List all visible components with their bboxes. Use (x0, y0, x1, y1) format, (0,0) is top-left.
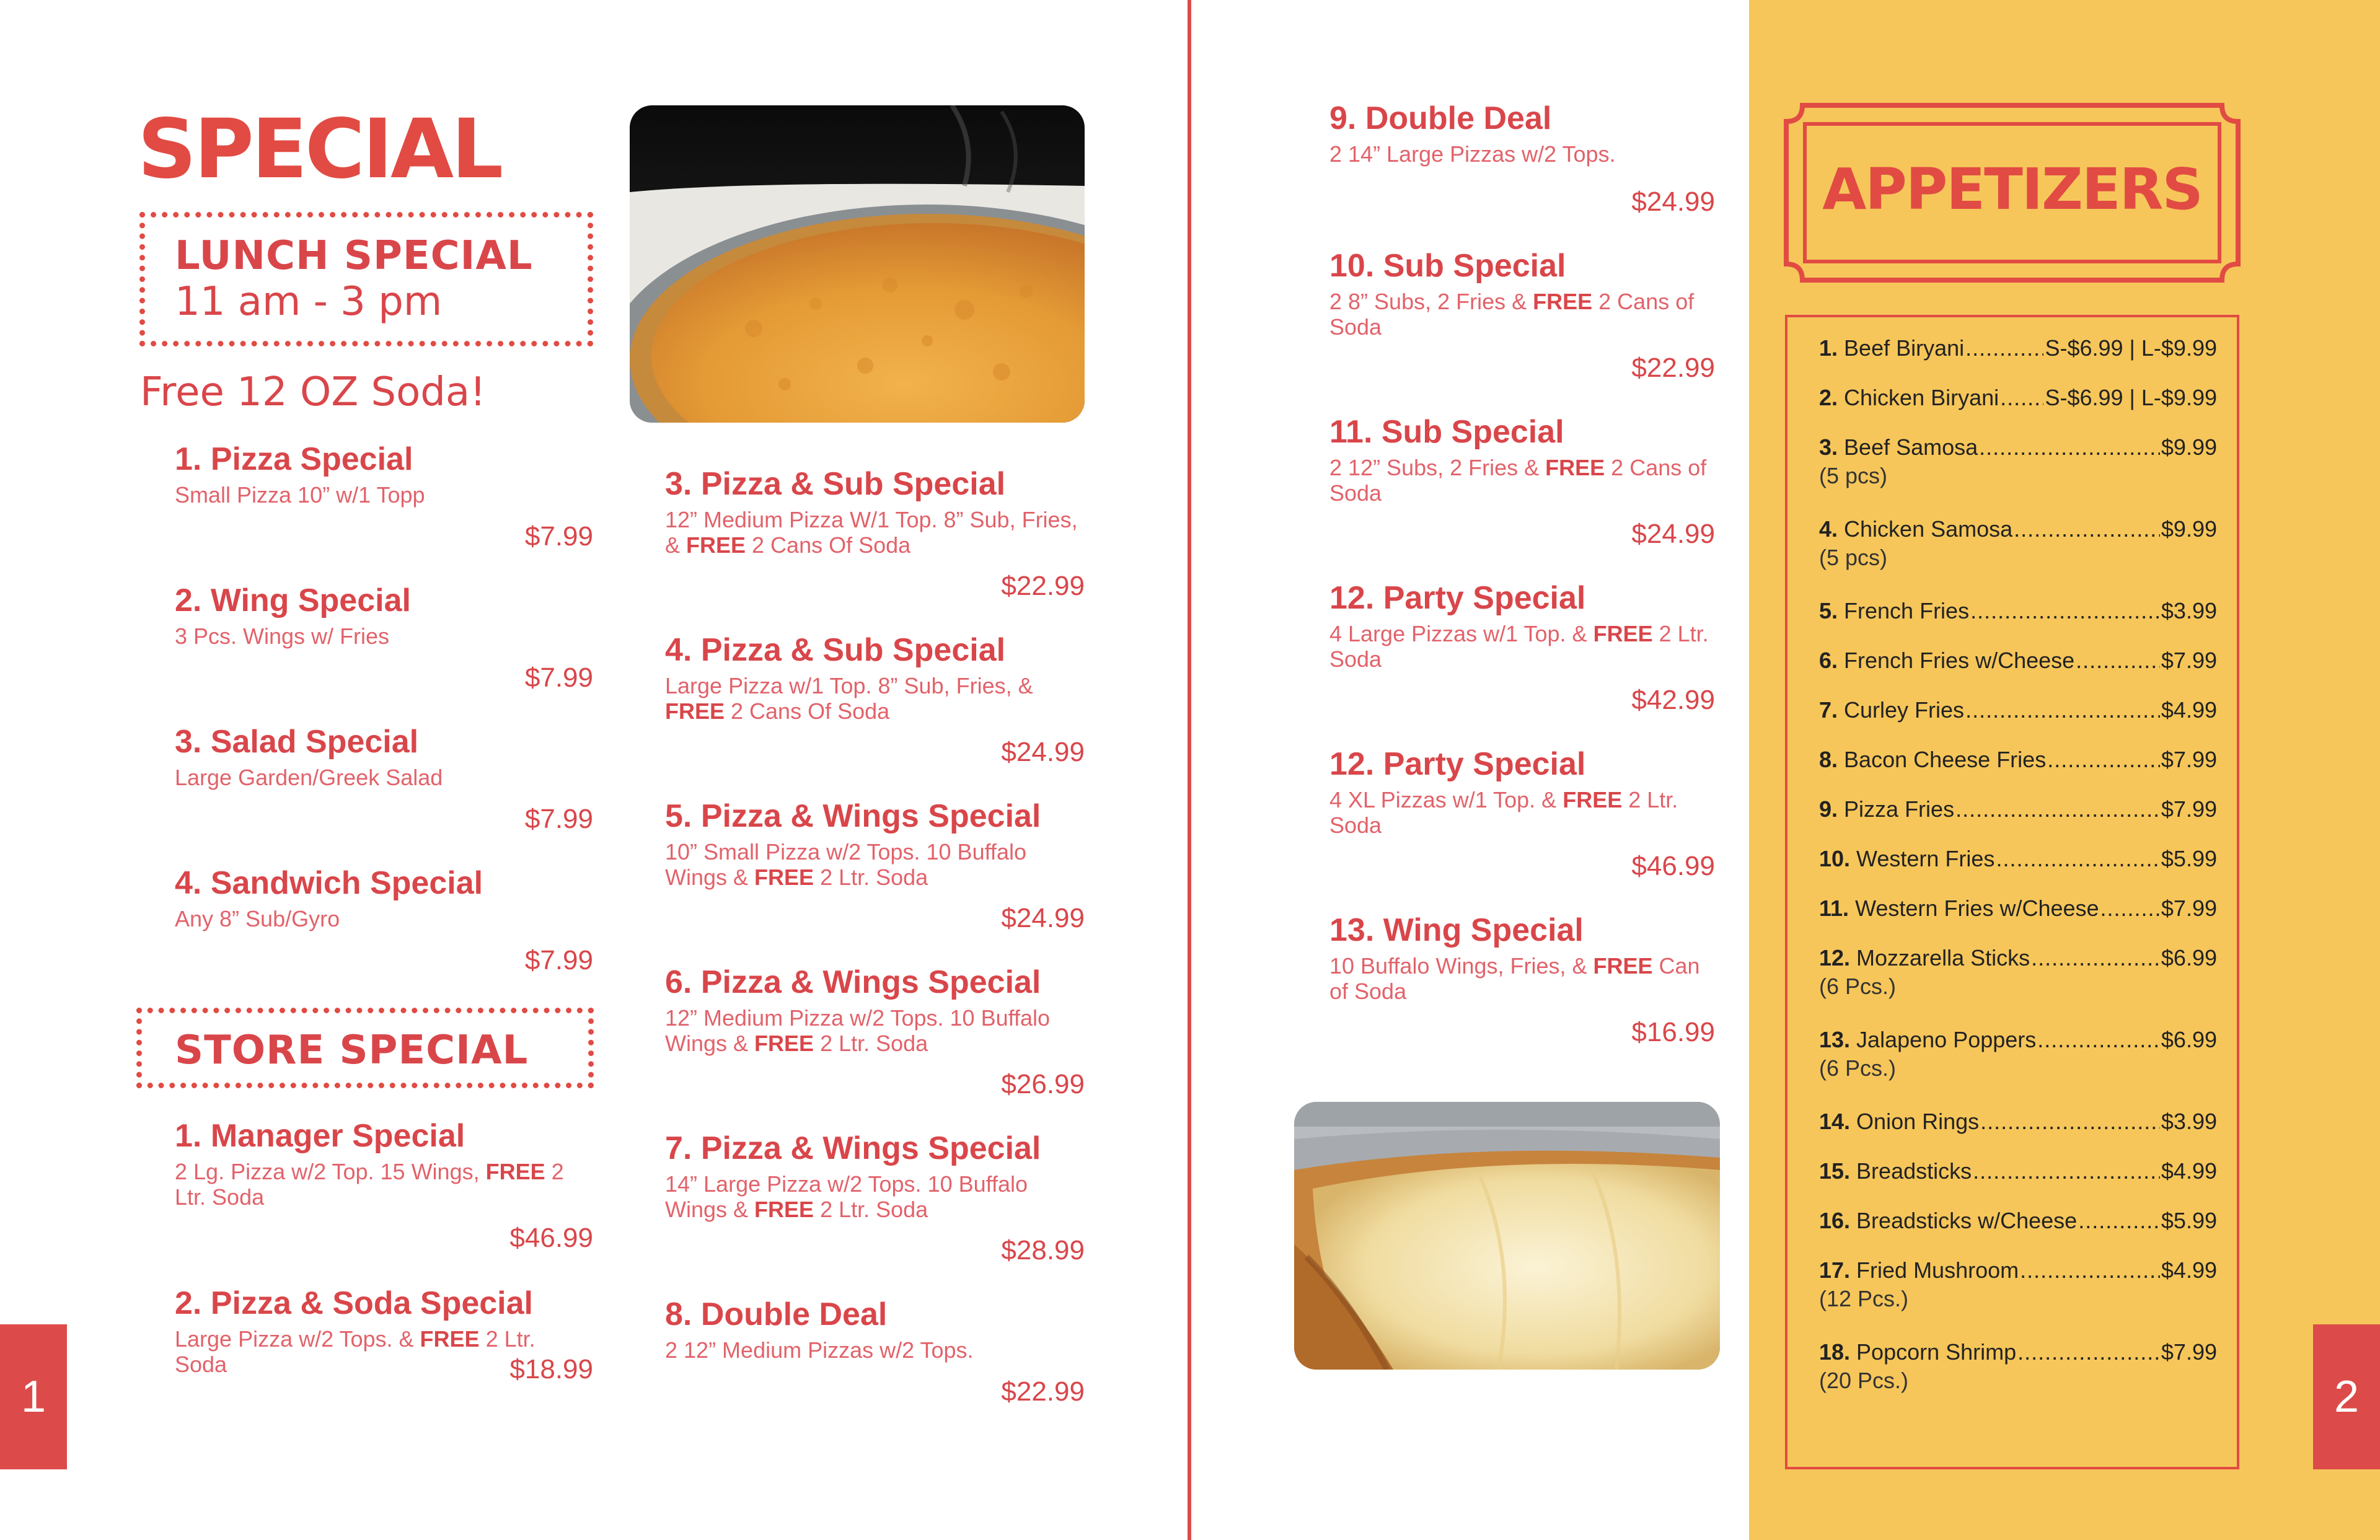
appetizer-price: $7.99 (2161, 1339, 2217, 1365)
item-name: 5. Pizza & Wings Special (665, 798, 1041, 834)
appetizer-price: $9.99 (2161, 434, 2217, 460)
appetizer-name: Western Fries w/Cheese (1855, 895, 2099, 921)
item-price: $22.99 (1001, 1376, 1085, 1407)
item-price: $7.99 (524, 945, 593, 975)
appetizer-item (1819, 1027, 2217, 1080)
free-label: FREE (1593, 953, 1653, 979)
menu-item (665, 632, 1085, 775)
appetizer-item (1819, 946, 2217, 998)
lunch-special-title: LUNCH SPECIAL (175, 233, 533, 279)
appetizer-item (1819, 336, 2217, 361)
menu-item (665, 1296, 1085, 1420)
page-divider (1188, 0, 1191, 1540)
item-name: 12. Party Special (1329, 746, 1586, 782)
item-name: 1. Pizza Special (175, 441, 413, 477)
item-description: 10” Small Pizza w/2 Tops. 10 Buffalo Wings & (665, 838, 1026, 891)
item-name: 4. Sandwich Special (175, 865, 483, 901)
item-description: 14” Large Pizza w/2 Tops. 10 Buffalo Wings & (665, 1171, 1028, 1223)
item-price: $7.99 (524, 662, 593, 693)
item-description-tail: 2 Ltr. Soda (814, 1197, 928, 1223)
free-label: FREE (420, 1326, 480, 1352)
free-label: FREE (1545, 454, 1605, 480)
appetizer-number: 13. (1819, 1027, 1851, 1052)
appetizer-item (1819, 1258, 2217, 1311)
item-price: $24.99 (1631, 187, 1715, 217)
item-description-tail: 2 Ltr. Soda (814, 1031, 928, 1057)
appetizer-number: 12. (1819, 945, 1851, 970)
item-description: 3 Pcs. Wings w/ Fries (175, 623, 390, 649)
appetizer-number: 17. (1819, 1257, 1851, 1283)
item-name: 6. Pizza & Wings Special (665, 964, 1041, 1000)
cheese-pizza-image (630, 105, 1085, 423)
item-name: 2. Wing Special (175, 583, 411, 618)
cheese-breadsticks-photo (1294, 1102, 1720, 1370)
appetizer-price: S-$6.99 | L-$9.99 (2045, 335, 2217, 361)
appetizer-price: $7.99 (2161, 895, 2217, 921)
item-description-tail: 2 Ltr. Soda (1329, 786, 1678, 838)
item-name: 11. Sub Special (1329, 414, 1564, 450)
item-price: $16.99 (1631, 1017, 1715, 1047)
free-label: FREE (686, 532, 746, 558)
appetizer-price: $4.99 (2161, 1257, 2217, 1283)
menu-item (175, 441, 593, 553)
item-description: 10 Buffalo Wings, Fries, & (1329, 953, 1593, 979)
item-price: $46.99 (509, 1223, 593, 1253)
appetizer-number: 9. (1819, 796, 1838, 822)
appetizer-name: Mozzarella Sticks (1856, 945, 2030, 970)
item-description-tail: Can of Soda (1329, 953, 1700, 1005)
appetizer-price: $7.99 (2161, 796, 2217, 822)
appetizer-note: (20 Pcs.) (1819, 1367, 1909, 1393)
menu-item (1329, 912, 1715, 1055)
appetizer-number: 18. (1819, 1339, 1851, 1365)
appetizer-name: French Fries (1844, 598, 1970, 623)
appetizer-price: $4.99 (2161, 1158, 2217, 1184)
page-number-1: 1 (0, 1324, 67, 1469)
appetizer-name: Chicken Samosa (1844, 516, 2013, 542)
free-label: FREE (1593, 620, 1653, 646)
appetizer-name: Chicken Biryani (1844, 385, 1999, 410)
appetizer-note: (6 Pcs.) (1819, 1055, 1897, 1081)
item-description-tail: 2 Cans of Soda (1329, 288, 1695, 340)
item-description-tail: 2 Ltr. Soda (175, 1326, 536, 1378)
item-price: $46.99 (1631, 851, 1715, 881)
item-description: 4 Large Pizzas w/1 Top. & (1329, 620, 1593, 646)
item-name: 1. Manager Special (175, 1118, 465, 1154)
item-description: 2 12” Subs, 2 Fries & (1329, 454, 1546, 480)
menu-item (175, 583, 593, 694)
appetizer-item (1819, 599, 2217, 623)
item-description: 4 XL Pizzas w/1 Top. & (1329, 786, 1563, 812)
menu-item (1329, 414, 1715, 557)
item-price: $18.99 (509, 1354, 593, 1384)
appetizer-price: $4.99 (2161, 697, 2217, 723)
menu-item (665, 466, 1085, 609)
menu-item (175, 724, 593, 835)
appetizer-name: Beef Samosa (1844, 434, 1978, 460)
item-description: Large Pizza w/1 Top. 8” Sub, Fries, & (665, 672, 1033, 698)
free-label: FREE (1533, 288, 1593, 314)
appetizer-price: $6.99 (2161, 1027, 2217, 1052)
item-price: $22.99 (1001, 571, 1085, 601)
item-price: $28.99 (1001, 1235, 1085, 1265)
appetizer-note: (6 Pcs.) (1819, 973, 1897, 999)
appetizer-number: 10. (1819, 846, 1851, 871)
appetizer-price: $7.99 (2161, 747, 2217, 772)
appetizer-number: 7. (1819, 697, 1838, 723)
item-name: 9. Double Deal (1329, 100, 1552, 136)
item-description: Large Garden/Greek Salad (175, 764, 443, 790)
item-name: 7. Pizza & Wings Special (665, 1130, 1041, 1166)
appetizer-item (1819, 1109, 2217, 1134)
appetizer-item (1819, 1340, 2217, 1393)
free-label: FREE (1562, 786, 1623, 812)
appetizer-item (1819, 1159, 2217, 1184)
item-name: 3. Pizza & Sub Special (665, 466, 1006, 502)
item-description-tail: 2 Cans of Soda (1329, 454, 1707, 506)
appetizer-number: 1. (1819, 335, 1838, 361)
appetizer-price: $6.99 (2161, 945, 2217, 970)
menu-item (1329, 746, 1715, 889)
appetizer-name: Curley Fries (1844, 697, 1965, 723)
item-price: $26.99 (1001, 1069, 1085, 1099)
appetizer-item (1819, 847, 2217, 871)
appetizer-item (1819, 797, 2217, 822)
lunch-special-hours: 11 am - 3 pm (175, 279, 443, 325)
item-description: Large Pizza w/2 Tops. & (175, 1326, 420, 1352)
item-description: Any 8” Sub/Gyro (175, 905, 340, 931)
appetizer-number: 4. (1819, 516, 1838, 542)
appetizer-price: S-$6.99 | L-$9.99 (2045, 385, 2217, 410)
item-price: $7.99 (524, 804, 593, 834)
appetizer-item (1819, 698, 2217, 723)
item-description-tail: 2 Ltr. Soda (175, 1158, 564, 1210)
item-name: 12. Party Special (1329, 580, 1586, 616)
appetizer-price: $5.99 (2161, 1208, 2217, 1233)
item-name: 3. Salad Special (175, 724, 419, 760)
special-heading: SPECIAL (138, 102, 501, 197)
appetizer-item (1819, 896, 2217, 921)
free-label: FREE (754, 865, 814, 891)
menu-item (665, 798, 1085, 941)
item-description: Small Pizza 10” w/1 Topp (175, 482, 425, 508)
appetizer-item (1819, 1208, 2217, 1233)
menu-item (1329, 248, 1715, 390)
item-description: 2 12” Medium Pizzas w/2 Tops. (665, 1337, 974, 1363)
menu-item (1329, 100, 1715, 224)
appetizer-item (1819, 435, 2217, 488)
item-description: 12” Medium Pizza W/1 Top. 8” Sub, Fries, & (665, 506, 1078, 558)
item-price: $24.99 (1001, 903, 1085, 933)
page-number-2: 2 (2313, 1324, 2380, 1469)
free-soda-note: Free 12 OZ Soda! (140, 369, 486, 415)
appetizer-number: 15. (1819, 1158, 1851, 1184)
appetizer-note: (5 pcs) (1819, 462, 1888, 488)
appetizer-price: $3.99 (2161, 1109, 2217, 1134)
appetizer-name: Fried Mushroom (1856, 1257, 2019, 1283)
appetizer-note: (5 pcs) (1819, 544, 1888, 570)
appetizer-name: Beef Biryani (1844, 335, 1965, 361)
cheese-breadsticks-image (1294, 1102, 1720, 1370)
appetizer-name: Breadsticks (1856, 1158, 1972, 1184)
appetizer-name: Western Fries (1856, 846, 1995, 871)
menu-item (175, 1118, 593, 1254)
item-description: 2 14” Large Pizzas w/2 Tops. (1329, 141, 1616, 167)
appetizer-price: $9.99 (2161, 516, 2217, 542)
appetizer-name: Breadsticks w/Cheese (1856, 1208, 2078, 1233)
store-special-title: STORE SPECIAL (175, 1027, 529, 1073)
item-price: $24.99 (1001, 737, 1085, 767)
appetizer-item (1819, 747, 2217, 772)
appetizer-name: Popcorn Shrimp (1856, 1339, 2017, 1365)
appetizer-price: $7.99 (2161, 648, 2217, 673)
item-description-tail: 2 Ltr. Soda (814, 865, 928, 891)
appetizer-name: Pizza Fries (1844, 796, 1955, 822)
appetizer-number: 6. (1819, 648, 1838, 673)
appetizer-price: $3.99 (2161, 598, 2217, 623)
cheese-pizza-photo (630, 105, 1085, 423)
appetizer-note: (12 Pcs.) (1819, 1285, 1909, 1311)
free-label: FREE (485, 1158, 545, 1184)
menu-item (665, 1130, 1085, 1273)
item-description: 2 8” Subs, 2 Fries & (1329, 288, 1533, 314)
item-description-tail: 2 Cans Of Soda (725, 698, 890, 724)
menu-item (175, 1285, 593, 1397)
item-name: 13. Wing Special (1329, 912, 1584, 948)
item-description: 2 Lg. Pizza w/2 Top. 15 Wings, (175, 1158, 486, 1184)
menu-item (665, 964, 1085, 1107)
item-price: $24.99 (1631, 519, 1715, 549)
free-label: FREE (665, 698, 725, 724)
item-price: $42.99 (1631, 685, 1715, 715)
appetizer-number: 3. (1819, 434, 1838, 460)
appetizer-number: 8. (1819, 747, 1838, 772)
appetizer-name: Jalapeno Poppers (1856, 1027, 2037, 1052)
item-name: 4. Pizza & Sub Special (665, 632, 1006, 668)
appetizer-price: $5.99 (2161, 846, 2217, 871)
appetizer-number: 14. (1819, 1109, 1851, 1134)
appetizer-number: 16. (1819, 1208, 1851, 1233)
free-label: FREE (754, 1031, 814, 1057)
appetizer-name: French Fries w/Cheese (1844, 648, 2075, 673)
item-name: 8. Double Deal (665, 1296, 888, 1332)
appetizer-name: Bacon Cheese Fries (1844, 747, 2047, 772)
appetizer-number: 2. (1819, 385, 1838, 410)
appetizer-number: 5. (1819, 598, 1838, 623)
appetizer-item (1819, 517, 2217, 570)
appetizer-name: Onion Rings (1856, 1109, 1980, 1134)
appetizer-item (1819, 385, 2217, 410)
item-description-tail: 2 Cans Of Soda (746, 532, 911, 558)
item-price: $22.99 (1631, 353, 1715, 383)
menu-item (175, 865, 593, 977)
item-description: 12” Medium Pizza w/2 Tops. 10 Buffalo Wings & (665, 1005, 1050, 1057)
menu-item (1329, 580, 1715, 723)
item-description-tail: 2 Ltr. Soda (1329, 620, 1709, 672)
item-name: 2. Pizza & Soda Special (175, 1285, 533, 1321)
appetizer-number: 11. (1819, 895, 1849, 921)
appetizer-item (1819, 648, 2217, 673)
appetizers-heading: APPETIZERS (1822, 156, 2202, 222)
item-name: 10. Sub Special (1329, 248, 1566, 284)
item-price: $7.99 (524, 521, 593, 552)
free-label: FREE (754, 1197, 814, 1223)
